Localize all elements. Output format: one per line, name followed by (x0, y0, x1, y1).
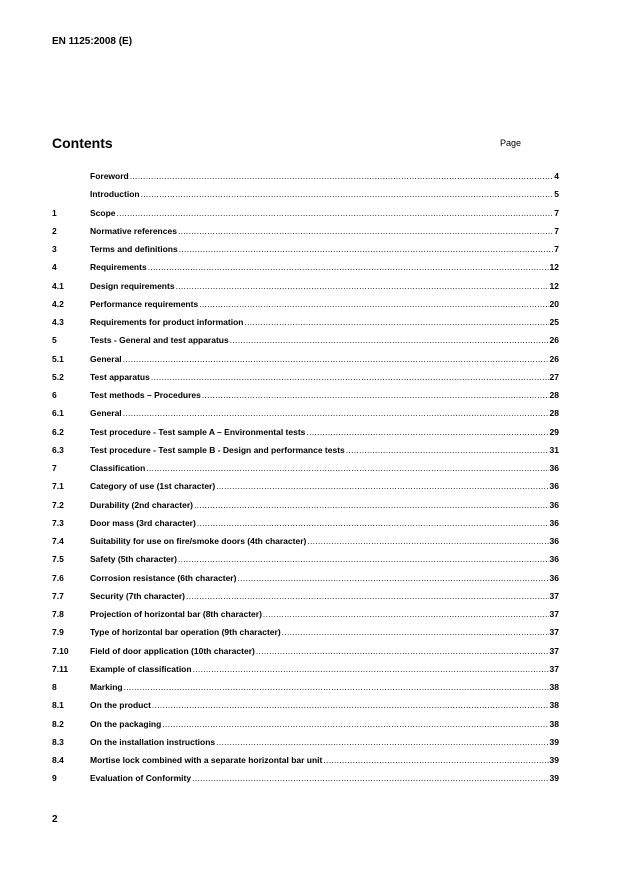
toc-entry[interactable] (52, 664, 559, 682)
document-id: EN 1125:2008 (E) (52, 36, 133, 47)
toc-entry[interactable] (52, 189, 559, 207)
toc-entry[interactable] (52, 682, 559, 700)
toc-entry[interactable] (52, 755, 559, 773)
toc-entry-page: 26 (549, 335, 559, 346)
table-of-contents (52, 171, 559, 792)
toc-dot-leader (199, 299, 548, 309)
toc-entry-number: 7.2 (52, 499, 64, 510)
toc-entry[interactable] (52, 719, 559, 737)
toc-dot-leader (216, 481, 548, 491)
page-number: 2 (52, 814, 58, 825)
toc-entry-title[interactable]: Door mass (3rd character) (90, 517, 196, 528)
toc-entry-number: 7.10 (52, 645, 69, 656)
toc-entry-number: 7.1 (52, 481, 64, 492)
toc-entry[interactable] (52, 609, 559, 627)
toc-entry-number: 6 (52, 390, 57, 400)
toc-entry-page: 27 (549, 371, 559, 382)
toc-entry[interactable] (52, 408, 559, 426)
toc-entry[interactable] (52, 427, 559, 445)
toc-entry[interactable] (52, 372, 559, 390)
toc-entry[interactable] (52, 773, 559, 791)
toc-dot-leader (216, 737, 548, 747)
toc-entry-title[interactable]: Test procedure - Test sample B - Design and performance tests (90, 444, 345, 455)
toc-entry[interactable] (52, 646, 559, 664)
toc-entry-page: 36 (549, 536, 559, 546)
toc-entry-number: 6.3 (52, 444, 64, 455)
toc-entry[interactable] (52, 518, 559, 536)
toc-entry-title[interactable]: Classification (90, 463, 146, 473)
toc-entry-number: 8.2 (52, 718, 64, 729)
toc-entry[interactable] (52, 299, 559, 317)
toc-entry-number: 5.2 (52, 371, 64, 382)
toc-entry-page: 12 (549, 262, 559, 273)
toc-dot-leader (179, 244, 554, 254)
toc-entry-page: 39 (549, 736, 559, 747)
toc-entry-page: 39 (549, 773, 559, 784)
toc-entry-title[interactable]: Example of classification (90, 663, 192, 674)
toc-entry-title[interactable]: General (90, 353, 122, 364)
toc-dot-leader (178, 226, 553, 236)
toc-entry-number: 7.4 (52, 536, 64, 546)
toc-dot-leader (176, 281, 549, 291)
toc-entry-page: 4 (554, 171, 559, 181)
toc-entry-title[interactable]: Normative references (90, 225, 177, 236)
toc-entry-number: 7.7 (52, 590, 64, 601)
toc-entry[interactable] (52, 573, 559, 591)
toc-dot-leader (256, 646, 549, 656)
toc-entry-number: 8.4 (52, 755, 64, 765)
toc-entry-title[interactable]: Introduction (90, 189, 140, 200)
toc-dot-leader (244, 317, 548, 327)
toc-entry-title[interactable]: Mortise lock combined with a separate horizontal bar unit (90, 755, 323, 765)
toc-entry-page: 7 (554, 244, 559, 254)
toc-dot-leader (117, 208, 554, 218)
toc-entry-number: 9 (52, 773, 57, 784)
toc-entry-title[interactable]: Safety (5th character) (90, 554, 177, 565)
toc-dot-leader (151, 372, 549, 382)
toc-entry-number: 7.6 (52, 572, 64, 583)
toc-dot-leader (130, 171, 554, 181)
toc-entry-number: 4.1 (52, 280, 64, 291)
toc-entry-title[interactable]: Suitability for use on fire/smoke doors (4th character) (90, 536, 307, 546)
toc-entry-title[interactable]: Foreword (90, 171, 129, 181)
toc-entry-number: 7.3 (52, 517, 64, 528)
toc-entry-title[interactable]: Marking (90, 682, 123, 692)
toc-dot-leader (197, 518, 549, 528)
toc-entry-title[interactable]: On the product (90, 700, 151, 711)
toc-entry-page: 38 (549, 682, 559, 692)
page-column-label: Page (500, 138, 522, 148)
toc-entry-number: 2 (52, 225, 57, 236)
toc-entry-page: 7 (554, 225, 559, 236)
toc-entry-page: 37 (549, 663, 559, 674)
toc-dot-leader (152, 700, 549, 710)
toc-entry-number: 7.11 (52, 663, 69, 674)
toc-entry[interactable] (52, 627, 559, 645)
toc-entry[interactable] (52, 208, 559, 226)
toc-entry-title[interactable]: Test methods – Procedures (90, 390, 201, 400)
toc-entry-page: 26 (549, 353, 559, 364)
toc-entry[interactable] (52, 281, 559, 299)
toc-entry-title[interactable]: On the packaging (90, 718, 162, 729)
toc-entry[interactable] (52, 463, 559, 481)
toc-dot-leader (123, 408, 549, 418)
toc-entry-number: 7.5 (52, 554, 64, 565)
toc-entry-page: 20 (549, 298, 559, 309)
toc-dot-leader (146, 463, 548, 473)
toc-entry-page: 7 (554, 207, 559, 218)
toc-dot-leader (346, 445, 549, 455)
toc-entry[interactable] (52, 445, 559, 463)
toc-entry-page: 36 (549, 481, 559, 492)
toc-entry[interactable] (52, 500, 559, 518)
toc-dot-leader (148, 262, 549, 272)
toc-entry[interactable] (52, 335, 559, 353)
toc-dot-leader (178, 554, 549, 564)
toc-dot-leader (263, 609, 549, 619)
toc-dot-leader (124, 682, 549, 692)
toc-entry-title[interactable]: Tests - General and test apparatus (90, 335, 229, 346)
toc-entry-title[interactable]: Test procedure - Test sample A – Environmental tests (90, 426, 306, 437)
toc-entry[interactable] (52, 737, 559, 755)
toc-entry-title[interactable]: On the installation instructions (90, 736, 216, 747)
toc-entry-page: 29 (549, 426, 559, 437)
toc-dot-leader (123, 354, 549, 364)
toc-entry-page: 28 (549, 408, 559, 419)
toc-entry-number: 7.8 (52, 609, 64, 619)
toc-entry-title[interactable]: General (90, 408, 122, 419)
toc-entry[interactable] (52, 481, 559, 499)
toc-entry-page: 28 (549, 390, 559, 400)
toc-dot-leader (202, 390, 549, 400)
toc-entry-page: 38 (549, 718, 559, 729)
toc-entry-title[interactable]: Design requirements (90, 280, 175, 291)
toc-entry-title[interactable]: Performance requirements (90, 298, 199, 309)
toc-entry-page: 39 (549, 755, 559, 765)
toc-entry-page: 37 (549, 609, 559, 619)
toc-entry[interactable] (52, 354, 559, 372)
toc-entry-number: 7.9 (52, 627, 64, 638)
toc-entry-number: 8.3 (52, 736, 64, 747)
toc-dot-leader (282, 627, 549, 637)
toc-entry-page: 36 (549, 463, 559, 473)
toc-entry-title[interactable]: Field of door application (10th character) (90, 645, 255, 656)
toc-entry[interactable] (52, 536, 559, 554)
toc-entry-title[interactable]: Type of horizontal bar operation (9th character) (90, 627, 281, 638)
toc-entry-page: 37 (549, 590, 559, 601)
toc-entry[interactable] (52, 262, 559, 280)
toc-entry-number: 6.2 (52, 426, 64, 437)
toc-entry-title[interactable]: Requirements (90, 262, 147, 273)
toc-entry-title[interactable]: Scope (90, 207, 116, 218)
toc-entry-page: 25 (549, 317, 559, 327)
toc-dot-leader (193, 664, 549, 674)
toc-entry[interactable] (52, 390, 559, 408)
toc-entry[interactable] (52, 554, 559, 572)
toc-entry-page: 37 (549, 627, 559, 638)
toc-entry-number: 6.1 (52, 408, 64, 419)
toc-entry-number: 4.3 (52, 317, 64, 327)
toc-entry-title[interactable]: Evaluation of Conformity (90, 773, 192, 784)
toc-entry[interactable] (52, 700, 559, 718)
toc-entry-number: 5.1 (52, 353, 64, 364)
toc-entry-page: 38 (549, 700, 559, 711)
toc-entry[interactable] (52, 171, 559, 189)
toc-entry-page: 37 (549, 645, 559, 656)
toc-entry-title[interactable]: Terms and definitions (90, 244, 178, 254)
toc-dot-leader (323, 755, 548, 765)
toc-dot-leader (230, 335, 549, 345)
toc-entry-page: 36 (549, 499, 559, 510)
toc-entry-number: 8 (52, 682, 57, 692)
toc-entry-title[interactable]: Security (7th character) (90, 590, 185, 601)
toc-entry-title[interactable]: Projection of horizontal bar (8th character) (90, 609, 262, 619)
toc-entry[interactable] (52, 226, 559, 244)
toc-entry-number: 5 (52, 335, 57, 346)
contents-heading: Contents (52, 135, 113, 151)
toc-entry[interactable] (52, 591, 559, 609)
toc-entry-number: 1 (52, 207, 57, 218)
toc-dot-leader (307, 536, 548, 546)
toc-dot-leader (194, 500, 549, 510)
toc-entry-page: 12 (549, 280, 559, 291)
toc-entry-number: 8.1 (52, 700, 64, 711)
toc-entry-title[interactable]: Durability (2nd character) (90, 499, 193, 510)
toc-entry-number: 3 (52, 244, 57, 254)
toc-entry-title[interactable]: Category of use (1st character) (90, 481, 216, 492)
toc-entry-title[interactable]: Requirements for product information (90, 317, 244, 327)
toc-entry-title[interactable]: Test apparatus (90, 371, 150, 382)
toc-dot-leader (162, 719, 548, 729)
toc-entry[interactable] (52, 244, 559, 262)
toc-entry-number: 7 (52, 463, 57, 473)
toc-entry-page: 5 (554, 189, 559, 200)
toc-entry-page: 36 (549, 572, 559, 583)
toc-entry[interactable] (52, 317, 559, 335)
toc-entry-page: 36 (549, 517, 559, 528)
toc-entry-number: 4 (52, 262, 57, 273)
toc-dot-leader (306, 427, 548, 437)
toc-dot-leader (237, 573, 548, 583)
toc-entry-page: 31 (549, 444, 559, 455)
toc-entry-number: 4.2 (52, 298, 64, 309)
toc-dot-leader (186, 591, 549, 601)
toc-dot-leader (192, 773, 548, 783)
toc-entry-title[interactable]: Corrosion resistance (6th character) (90, 572, 237, 583)
toc-dot-leader (141, 189, 554, 199)
toc-entry-page: 36 (549, 554, 559, 565)
